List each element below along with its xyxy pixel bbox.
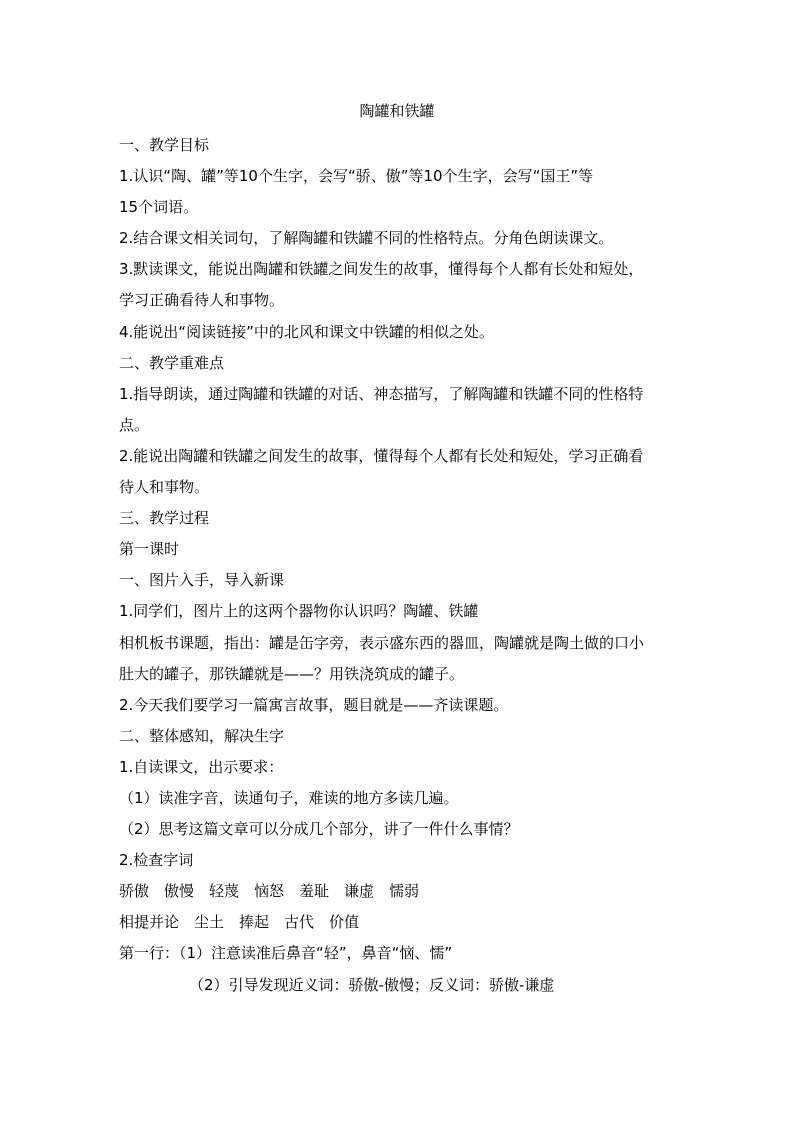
first-row-note-1: 第一行：（1）注意读准后鼻音“轻”，鼻音“恼、懦” [119,944,453,963]
key-point-2-line-1: 2.能说出陶罐和铁罐之间发生的故事，懂得每个人都有长处和短处，学习正确看 [119,446,644,465]
lesson-heading: 第一课时 [119,540,180,559]
objective-1-line-1: 1.认识“陶、罐”等10个生字，会写“骄、傲”等10个生字，会写“国王”等 [119,167,594,186]
section-heading-key-points: 二、教学重难点 [119,353,225,372]
step-1-note-line-1: 相机板书课题，指出：罐是缶字旁，表示盛东西的器皿，陶罐就是陶土做的口小 [119,633,645,652]
step-heading-1: 一、图片入手，导入新课 [119,571,285,590]
key-point-2-line-2: 待人和事物。 [119,478,210,497]
objective-3-line-2: 学习正确看待人和事物。 [119,291,285,310]
section-heading-objectives: 一、教学目标 [119,136,210,154]
key-point-1-line-1: 1.指导朗读，通过陶罐和铁罐的对话、神态描写，了解陶罐和铁罐不同的性格特 [119,384,644,403]
step-2-item-1: 1.自读课文，出示要求： [119,757,284,776]
step-1-note-line-2: 肚大的罐子，那铁罐就是——？用铁浇筑成的罐子。 [119,664,465,683]
objective-3-line-1: 3.默读课文，能说出陶罐和铁罐之间发生的故事，懂得每个人都有长处和短处， [119,260,644,279]
key-point-1-line-2: 点。 [119,415,150,434]
step-heading-2: 二、整体感知，解决生字 [119,726,285,745]
step-1-item-2: 2.今天我们要学习一篇寓言故事，题目就是——齐读课题。 [119,695,509,714]
section-heading-process: 三、教学过程 [119,509,210,528]
word-list-row-2: 相提并论 尘土 捧起 古代 价值 [119,913,360,932]
document-title: 陶罐和铁罐 [359,102,435,120]
requirement-2: （2）思考这篇文章可以分成几个部分，讲了一件什么事情？ [119,820,519,839]
objective-4: 4.能说出“阅读链接”中的北风和课文中铁罐的相似之处。 [119,322,494,341]
document-body [119,130,689,1001]
objective-2: 2.结合课文相关词句，了解陶罐和铁罐不同的性格特点。分角色朗读课文。 [119,229,614,248]
requirement-1: （1）读准字音，读通句子，难读的地方多读几遍。 [119,788,459,807]
first-row-note-2: （2）引导发现近义词：骄傲-傲慢；反义词：骄傲-谦虚 [189,975,555,994]
objective-1-line-2: 15个词语。 [119,198,199,217]
step-2-item-2: 2.检查字词 [119,851,194,870]
word-list-row-1: 骄傲 傲慢 轻蔑 恼怒 羞耻 谦虚 懦弱 [119,882,420,901]
step-1-item-1: 1.同学们，图片上的这两个器物你认识吗？陶罐、铁罐 [119,602,479,621]
